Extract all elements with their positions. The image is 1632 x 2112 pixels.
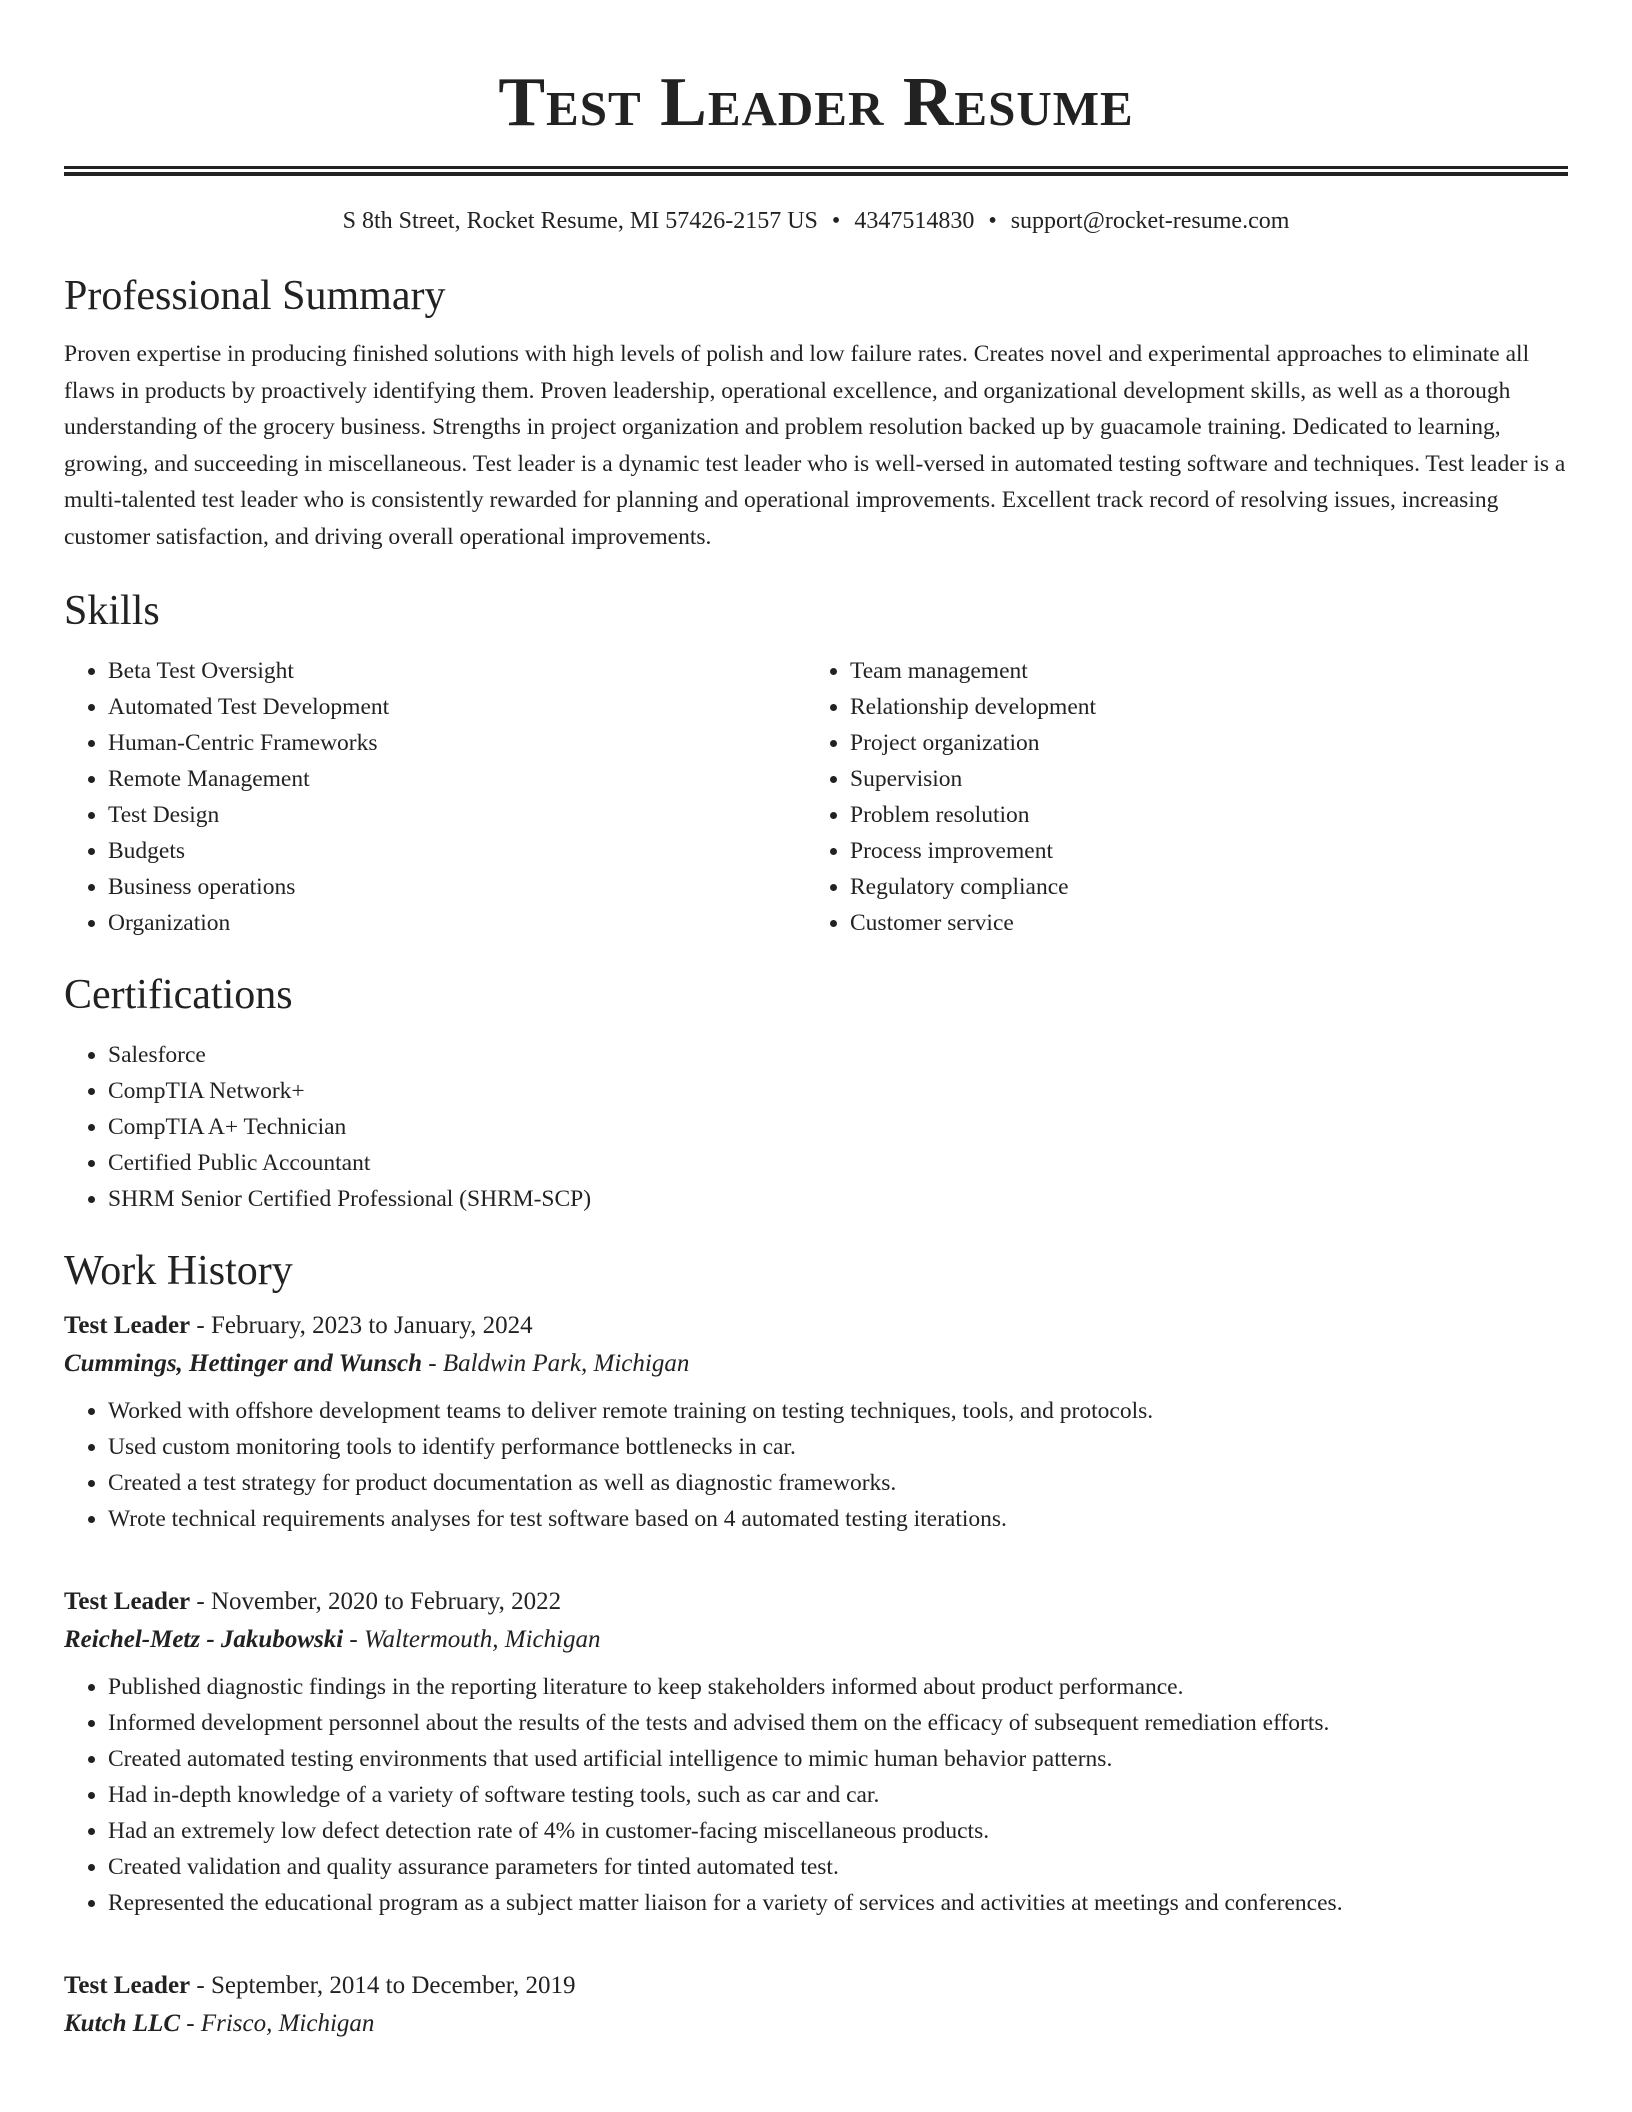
job-duty-item: • Created validation and quality assurance parameters for tinted automated test.	[108, 1849, 1568, 1885]
certifications-heading: Certifications	[64, 972, 293, 1018]
job-employer	[64, 2005, 1568, 2043]
contact-separator: •	[988, 208, 997, 234]
contact-separator: •	[831, 208, 841, 234]
certification-item: • SHRM Senior Certified Professional (SHRM-SCP)	[108, 1181, 1568, 1217]
job-duty-item: • Published diagnostic findings in the reporting literature to keep stakeholders informed about product performance.	[108, 1669, 1568, 1705]
skill-item: • Project organization	[850, 725, 1548, 761]
skills-columns	[64, 653, 1568, 941]
job-entry	[64, 1583, 1568, 1921]
contact-email: support@rocket-resume.com	[1010, 208, 1290, 234]
resume-title: Test Leader Resume	[498, 64, 1134, 141]
certifications-block	[64, 1037, 1568, 1217]
job-dates: - February, 2023 to January, 2024	[190, 1312, 533, 1339]
skills-right-list	[806, 653, 1548, 941]
job-role: Test Leader	[64, 1972, 191, 1999]
certification-item: • CompTIA Network+	[108, 1073, 1568, 1109]
job-header	[64, 1967, 1568, 2005]
job-header	[64, 1307, 1568, 1345]
job-duties-list	[64, 1393, 1568, 1537]
work-history-section	[64, 1245, 1568, 2043]
skill-item: • Business operations	[108, 869, 806, 905]
skills-section	[64, 585, 1568, 941]
skill-item: • Remote Management	[108, 761, 806, 797]
contact-address: S 8th Street, Rocket Resume, MI 57426-2157 US	[342, 208, 818, 234]
skills-heading: Skills	[64, 588, 160, 634]
certification-item: • Salesforce	[108, 1037, 1568, 1073]
job-duty-item: • Created automated testing environments that used artificial intelligence to mimic human behavior patterns.	[108, 1741, 1568, 1777]
certification-item: • CompTIA A+ Technician	[108, 1109, 1568, 1145]
job-employer	[64, 1621, 1568, 1659]
skill-item: • Organization	[108, 905, 806, 941]
skill-item: • Budgets	[108, 833, 806, 869]
skill-item: • Process improvement	[850, 833, 1548, 869]
job-company: Cummings, Hettinger and Wunsch	[64, 1350, 422, 1377]
skill-item: • Human-Centric Frameworks	[108, 725, 806, 761]
job-duties-list	[64, 1669, 1568, 1921]
job-duty-item: • Informed development personnel about the results of the tests and advised them on the efficacy of subsequent remediation efforts.	[108, 1705, 1568, 1741]
skill-item: • Supervision	[850, 761, 1548, 797]
job-location: - Waltermouth, Michigan	[343, 1626, 601, 1653]
certifications-section	[64, 969, 1568, 1217]
job-duty-item: • Worked with offshore development teams to deliver remote training on testing techniques, tools, and protocols.	[108, 1393, 1568, 1429]
job-company: Kutch LLC	[64, 2010, 180, 2037]
certification-item: • Certified Public Accountant	[108, 1145, 1568, 1181]
skills-right-column	[806, 653, 1548, 941]
skill-item: • Team management	[850, 653, 1548, 689]
skill-item: • Test Design	[108, 797, 806, 833]
job-dates: - September, 2014 to December, 2019	[190, 1972, 576, 1999]
job-employer	[64, 1345, 1568, 1383]
contact-line	[64, 206, 1568, 236]
job-role: Test Leader	[64, 1588, 191, 1615]
job-location: - Frisco, Michigan	[180, 2010, 375, 2037]
job-role: Test Leader	[64, 1312, 191, 1339]
job-duty-item: • Had an extremely low defect detection rate of 4% in customer-facing miscellaneous products.	[108, 1813, 1568, 1849]
job-entry	[64, 1967, 1568, 2043]
job-duty-item: • Wrote technical requirements analyses for test software based on 4 automated testing iterations.	[108, 1501, 1568, 1537]
job-duty-item: • Had in-depth knowledge of a variety of software testing tools, such as car and car.	[108, 1777, 1568, 1813]
summary-text: Proven expertise in producing finished solutions with high levels of polish and low failure rates. Creates novel and experimental approaches to eliminate all flaws in products by proactively identifying them. Proven leadership, operational excellence, and organizational development skills, as well as a thorough understanding of the grocery business. Strengths in project organization and problem resolution backed up by guacamole training. Dedicated to learning, growing, and succeeding in miscellaneous. Test leader is a dynamic test leader who is well-versed in automated testing software and techniques. Test leader is a multi-talented test leader who is consistently rewarded for planning and operational improvements. Excellent track record of resolving issues, increasing customer satisfaction, and driving overall operational improvements.	[64, 341, 1566, 550]
skill-item: • Automated Test Development	[108, 689, 806, 725]
work-history-heading: Work History	[64, 1248, 293, 1294]
job-entry	[64, 1307, 1568, 1537]
job-company: Reichel-Metz - Jakubowski	[64, 1626, 344, 1653]
job-duty-item: • Used custom monitoring tools to identify performance bottlenecks in car.	[108, 1429, 1568, 1465]
skill-item: • Regulatory compliance	[850, 869, 1548, 905]
certifications-list	[64, 1037, 1568, 1217]
summary-section	[64, 270, 1568, 555]
job-location: - Baldwin Park, Michigan	[422, 1350, 690, 1377]
skill-item: • Problem resolution	[850, 797, 1548, 833]
contact-phone: 4347514830	[854, 208, 975, 234]
skill-item: • Relationship development	[850, 689, 1548, 725]
skills-left-column	[64, 653, 806, 941]
skill-item: • Beta Test Oversight	[108, 653, 806, 689]
title-divider	[64, 166, 1568, 176]
summary-heading: Professional Summary	[64, 273, 446, 319]
skills-left-list	[64, 653, 806, 941]
job-header	[64, 1583, 1568, 1621]
skill-item: • Customer service	[850, 905, 1548, 941]
job-duty-item: • Represented the educational program as a subject matter liaison for a variety of services and activities at meetings and conferences.	[108, 1885, 1568, 1921]
job-duty-item: • Created a test strategy for product documentation as well as diagnostic frameworks.	[108, 1465, 1568, 1501]
job-dates: - November, 2020 to February, 2022	[190, 1588, 562, 1615]
